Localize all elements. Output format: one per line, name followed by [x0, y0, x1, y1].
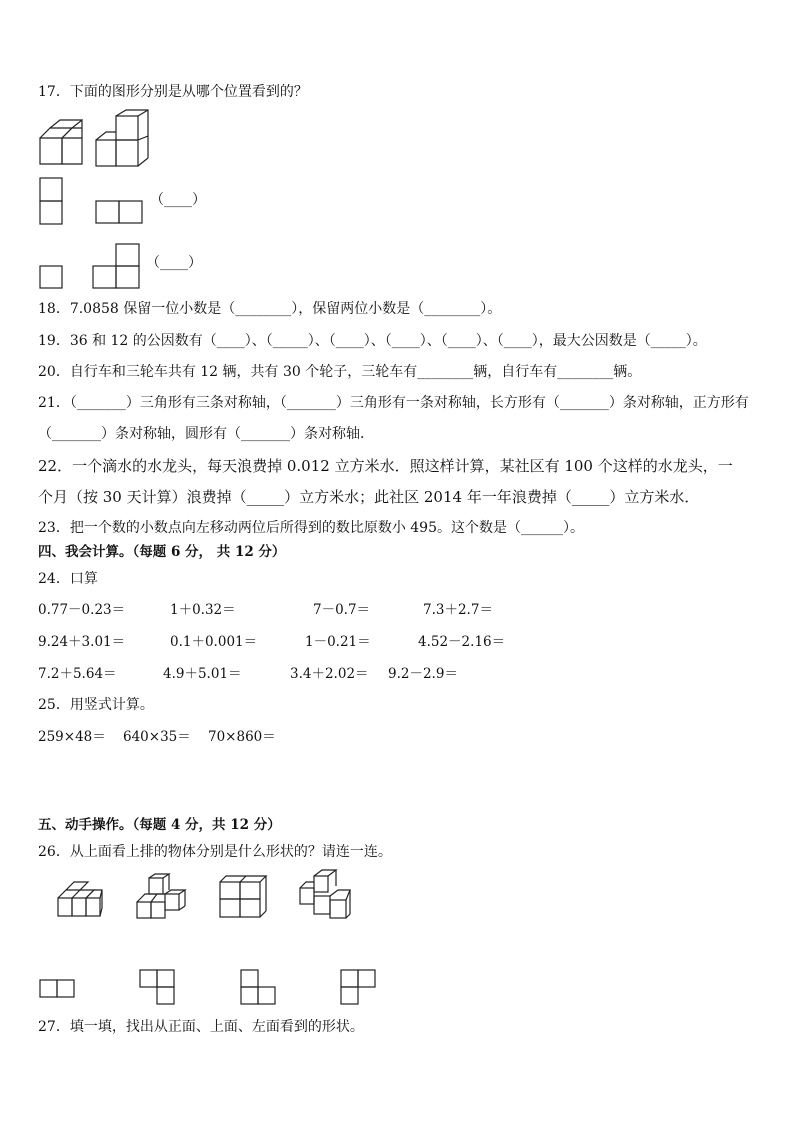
section-4-heading: 四、我会计算。（每题 6 分， 共 12 分） [38, 544, 286, 560]
q24-item: 0.1＋0.001＝ [170, 634, 258, 650]
q17-cube-figure-right [94, 108, 156, 170]
q24-item: 9.24＋3.01＝ [38, 634, 126, 650]
q17-view-tall [38, 176, 64, 226]
q21-line-1: 21．（_______）三角形有三条对称轴，（_______）三角形有一条对称轴，长方形有（_______）条对称轴，正方形有 [38, 395, 749, 411]
section-5-heading: 五、动手操作。（每题 4 分，共 12 分） [38, 817, 281, 833]
q17-blank-2[interactable]: （____） [146, 255, 202, 271]
q24-item: 3.4＋2.02＝ [290, 666, 369, 682]
q22-line-1: 22．一个滴水的水龙头，每天浪费掉 0.012 立方米水．照这样计算，某社区有 100 个这样的水龙头，一 [38, 457, 733, 475]
q24-item: 7.3＋2.7＝ [423, 602, 493, 618]
q24-item: 4.9＋5.01＝ [163, 666, 242, 682]
q23-text: 23．把一个数的小数点向左移动两位后所得到的数比原数小 495。这个数是（______）。 [38, 520, 584, 536]
q19-text: 19．36 和 12 的公因数有（____）、（_____）、（____）、（____）、（____）、（____），最大公因数是（_____）。 [38, 333, 707, 349]
q24-item: 1＋0.32＝ [170, 602, 236, 618]
q25-item: 640×35＝ [123, 729, 191, 745]
q25-title: 25．用竖式计算。 [38, 697, 154, 713]
q17-text: 17．下面的图形分别是从哪个位置看到的？ [38, 84, 308, 100]
q25-item: 70×860＝ [208, 729, 276, 745]
q25-item: 259×48＝ [38, 729, 106, 745]
q26-view-4 [339, 968, 379, 1008]
q17-cube-figure-left [38, 112, 84, 168]
q17-blank-1[interactable]: （____） [150, 192, 206, 208]
q21-line-2: （_______）条对称轴，圆形有（_______）条对称轴． [38, 426, 374, 442]
q24-item: 7－0.7＝ [313, 602, 371, 618]
q26-object-1 [56, 878, 106, 920]
q24-item: 4.52－2.16＝ [418, 634, 506, 650]
q26-object-4 [298, 866, 354, 922]
q17-view-step [91, 242, 141, 290]
q17-view-wide [94, 199, 144, 225]
q20-text: 20．自行车和三轮车共有 12 辆，共有 30 个轮子，三轮车有________辆，自行车有________辆。 [38, 364, 642, 380]
q24-item: 1－0.21＝ [305, 634, 371, 650]
q26-view-3 [239, 968, 279, 1008]
q18-text: 18．7.0858 保留一位小数是（________），保留两位小数是（________）。 [38, 301, 502, 317]
q26-text: 26．从上面看上排的物体分别是什么形状的？请连一连。 [38, 844, 392, 860]
q17-view-single [38, 264, 64, 290]
q24-item: 0.77－0.23＝ [38, 602, 126, 618]
q22-line-2: 个月（按 30 天计算）浪费掉（_____）立方米水；此社区 2014 年一年浪费掉（_____）立方米水． [38, 488, 700, 506]
q27-text: 27．填一填，找出从正面、上面、左面看到的形状。 [38, 1019, 364, 1035]
q24-item: 9.2－2.9＝ [388, 666, 458, 682]
q24-title: 24．口算 [38, 571, 98, 587]
q26-view-2 [138, 968, 178, 1008]
q26-view-1 [38, 978, 78, 1000]
q26-object-3 [218, 874, 268, 920]
q26-object-2 [135, 872, 187, 924]
q24-item: 7.2＋5.64＝ [38, 666, 117, 682]
